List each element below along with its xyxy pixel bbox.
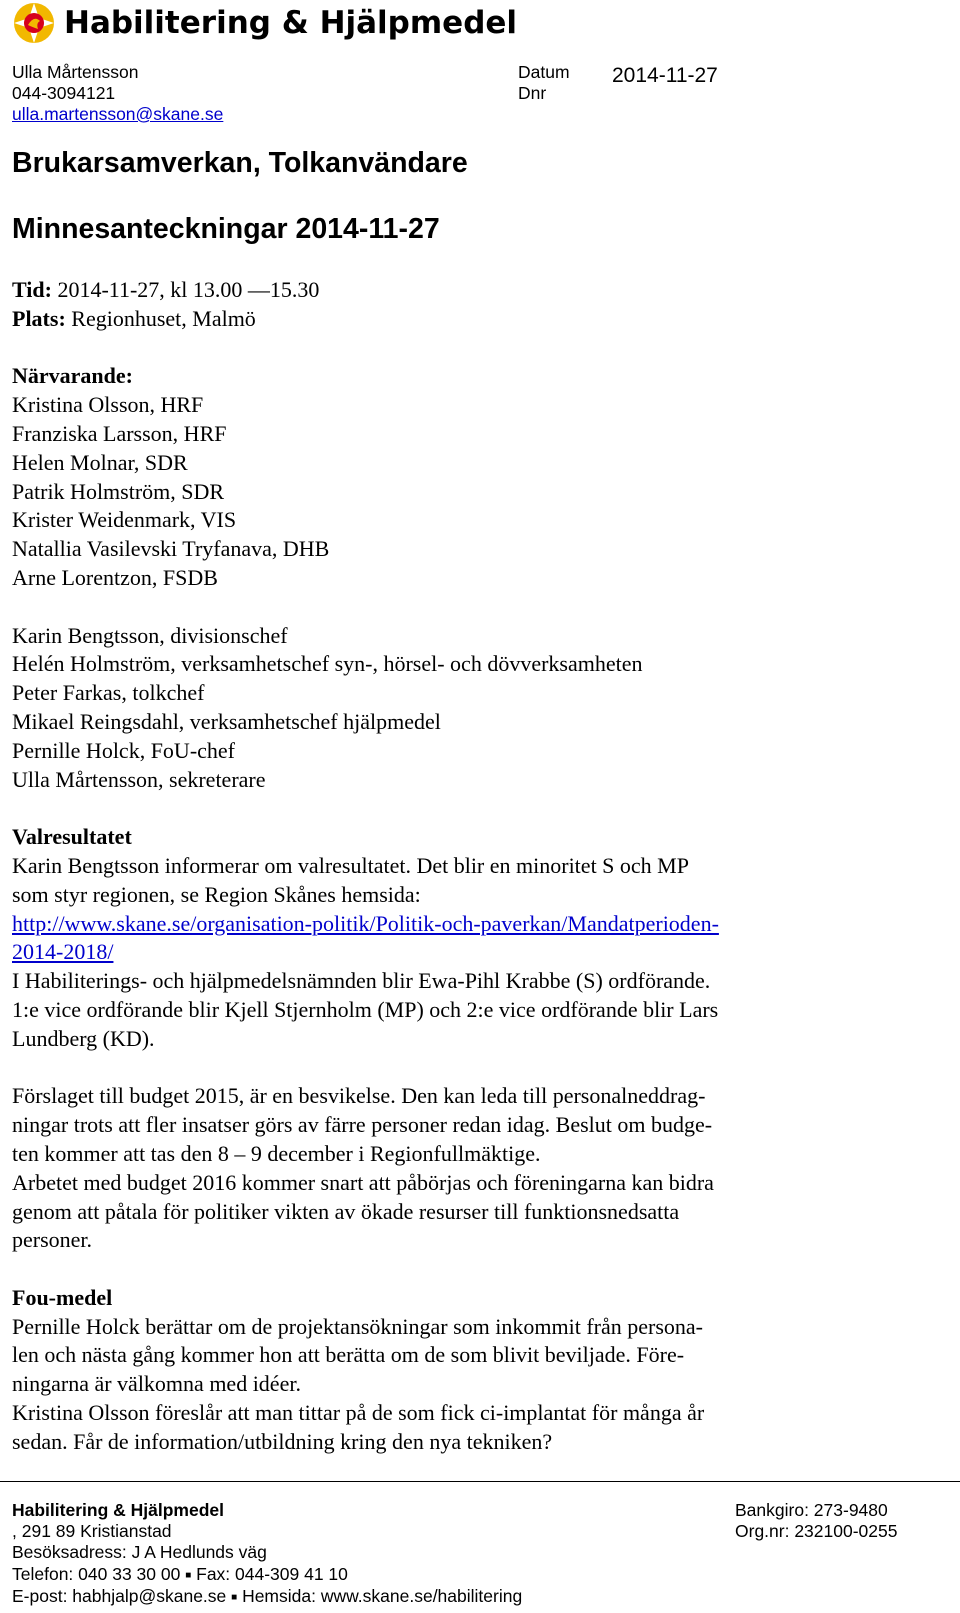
footer-bank-info bbox=[735, 1500, 897, 1542]
paragraph-line: Arbetet med budget 2016 kommer snart att påbörjas och föreningarna kan bidra bbox=[12, 1169, 714, 1195]
footer-orgnr: Org.nr: 232100-0255 bbox=[735, 1521, 898, 1542]
paragraph-line: len och nästa gång kommer hon att berätta om de som blivit beviljade. Före- bbox=[12, 1342, 685, 1368]
separator-icon: ■ bbox=[231, 1591, 238, 1603]
footer-email[interactable]: E-post: habhjalp@skane.se bbox=[12, 1585, 227, 1606]
attendee: Natallia Vasilevski Tryfanava, DHB bbox=[12, 536, 330, 562]
attendee: Helen Molnar, SDR bbox=[12, 449, 188, 475]
footer-org: Habilitering & Hjälpmedel bbox=[12, 1500, 224, 1520]
paragraph-line: I Habiliterings- och hjälpmedelsnämnden blir Ewa-Pihl Krabbe (S) ordförande. bbox=[12, 968, 711, 994]
footer-phone: Telefon: 040 33 30 00 bbox=[12, 1563, 181, 1584]
paragraph-line: som styr regionen, se Region Skånes hemsida: bbox=[12, 881, 421, 907]
section-heading-valresultatet: Valresultatet bbox=[12, 824, 132, 850]
footer-bankgiro: Bankgiro: 273-9480 bbox=[735, 1500, 888, 1520]
separator-icon: ■ bbox=[185, 1569, 192, 1581]
attendee: Mikael Reingsdahl, verksamhetschef hjälpmedel bbox=[12, 708, 441, 734]
sender-phone: 044-3094121 bbox=[12, 83, 116, 103]
paragraph-line: genom att påtala för politiker vikten av ökade resurser till funktionsnedsatta bbox=[12, 1198, 680, 1224]
section-heading-fou: Fou-medel bbox=[12, 1284, 113, 1310]
paragraph-line: Lundberg (KD). bbox=[12, 1025, 155, 1051]
attendee: Kristina Olsson, HRF bbox=[12, 392, 204, 418]
place-label: Plats: bbox=[12, 305, 66, 331]
region-skane-link-cont[interactable]: 2014-2018/ bbox=[12, 939, 114, 965]
dnr-label: Dnr bbox=[518, 83, 547, 103]
paragraph-line: Pernille Holck berättar om de projektansökningar som inkommit från persona- bbox=[12, 1313, 703, 1339]
paragraph-line: personer. bbox=[12, 1227, 93, 1253]
attendee: Franziska Larsson, HRF bbox=[12, 420, 227, 446]
paragraph-line: Kristina Olsson föreslår att man tittar på de som fick ci-implantat för många år bbox=[12, 1400, 705, 1426]
attendees-heading: Närvarande: bbox=[12, 363, 133, 389]
footer-web[interactable]: Hemsida: www.skane.se/habilitering bbox=[237, 1585, 523, 1606]
paragraph-line: ningar trots att fler insatser görs av färre personer redan idag. Beslut om budge- bbox=[12, 1112, 713, 1138]
attendee: Arne Lorentzon, FSDB bbox=[12, 564, 218, 590]
attendee: Ulla Mårtensson, sekreterare bbox=[12, 766, 266, 792]
region-skane-link[interactable]: http://www.skane.se/organisation-politik/Politik-och-paverkan/Mandatperioden- bbox=[12, 910, 719, 936]
paragraph-line: Förslaget till budget 2015, är en besvikelse. Den kan leda till personalneddrag- bbox=[12, 1083, 706, 1109]
time-value: 2014-11-27, kl 13.00 ―15.30 bbox=[51, 277, 320, 302]
paragraph-line: 1:e vice ordförande blir Kjell Stjernholm (MP) och 2:e vice ordförande blir Lars bbox=[12, 996, 719, 1022]
header-logo bbox=[12, 0, 517, 46]
paragraph-line: Karin Bengtsson informerar om valresultatet. Det blir en minoritet S och MP bbox=[12, 852, 689, 878]
sender-name: Ulla Mårtensson bbox=[12, 62, 139, 82]
document-title: Brukarsamverkan, Tolkanvändare bbox=[12, 147, 468, 179]
attendee: Pernille Holck, FoU-chef bbox=[12, 737, 235, 763]
attendee: Krister Weidenmark, VIS bbox=[12, 507, 237, 533]
attendee: Peter Farkas, tolkchef bbox=[12, 680, 205, 706]
attendee: Helén Holmström, verksamhetschef syn-, hörsel- och dövverksamheten bbox=[12, 651, 643, 677]
sender-info bbox=[12, 62, 223, 125]
time-label: Tid: bbox=[12, 277, 52, 302]
paragraph-line: ten kommer att tas den 8 – 9 december i Regionfullmäktige. bbox=[12, 1140, 541, 1166]
footer-divider bbox=[0, 1481, 960, 1482]
footer-address: , 291 89 Kristianstad bbox=[12, 1521, 172, 1542]
paragraph-line: ningarna är välkomna med idéer. bbox=[12, 1371, 301, 1397]
footer-fax: Fax: 044-309 41 10 bbox=[191, 1563, 348, 1584]
date-value: 2014-11-27 bbox=[612, 64, 718, 87]
attendee: Patrik Holmström, SDR bbox=[12, 478, 225, 504]
footer-contact bbox=[12, 1500, 522, 1608]
sender-email-link[interactable]: ulla.martensson@skane.se bbox=[12, 104, 224, 124]
document-subtitle: Minnesanteckningar 2014-11-27 bbox=[12, 213, 440, 245]
meta-labels bbox=[518, 62, 570, 104]
meeting-info bbox=[12, 276, 912, 1457]
region-skane-griffin-logo-icon bbox=[12, 1, 56, 45]
footer-visit-address: Besöksadress: J A Hedlunds väg bbox=[12, 1542, 267, 1563]
date-label: Datum bbox=[518, 62, 570, 82]
header-org-name: Habilitering & Hjälpmedel bbox=[64, 5, 518, 41]
attendee: Karin Bengtsson, divisionschef bbox=[12, 622, 288, 648]
paragraph-line: sedan. Får de information/utbildning kring den nya tekniken? bbox=[12, 1428, 553, 1454]
place-value: Regionhuset, Malmö bbox=[65, 305, 256, 331]
